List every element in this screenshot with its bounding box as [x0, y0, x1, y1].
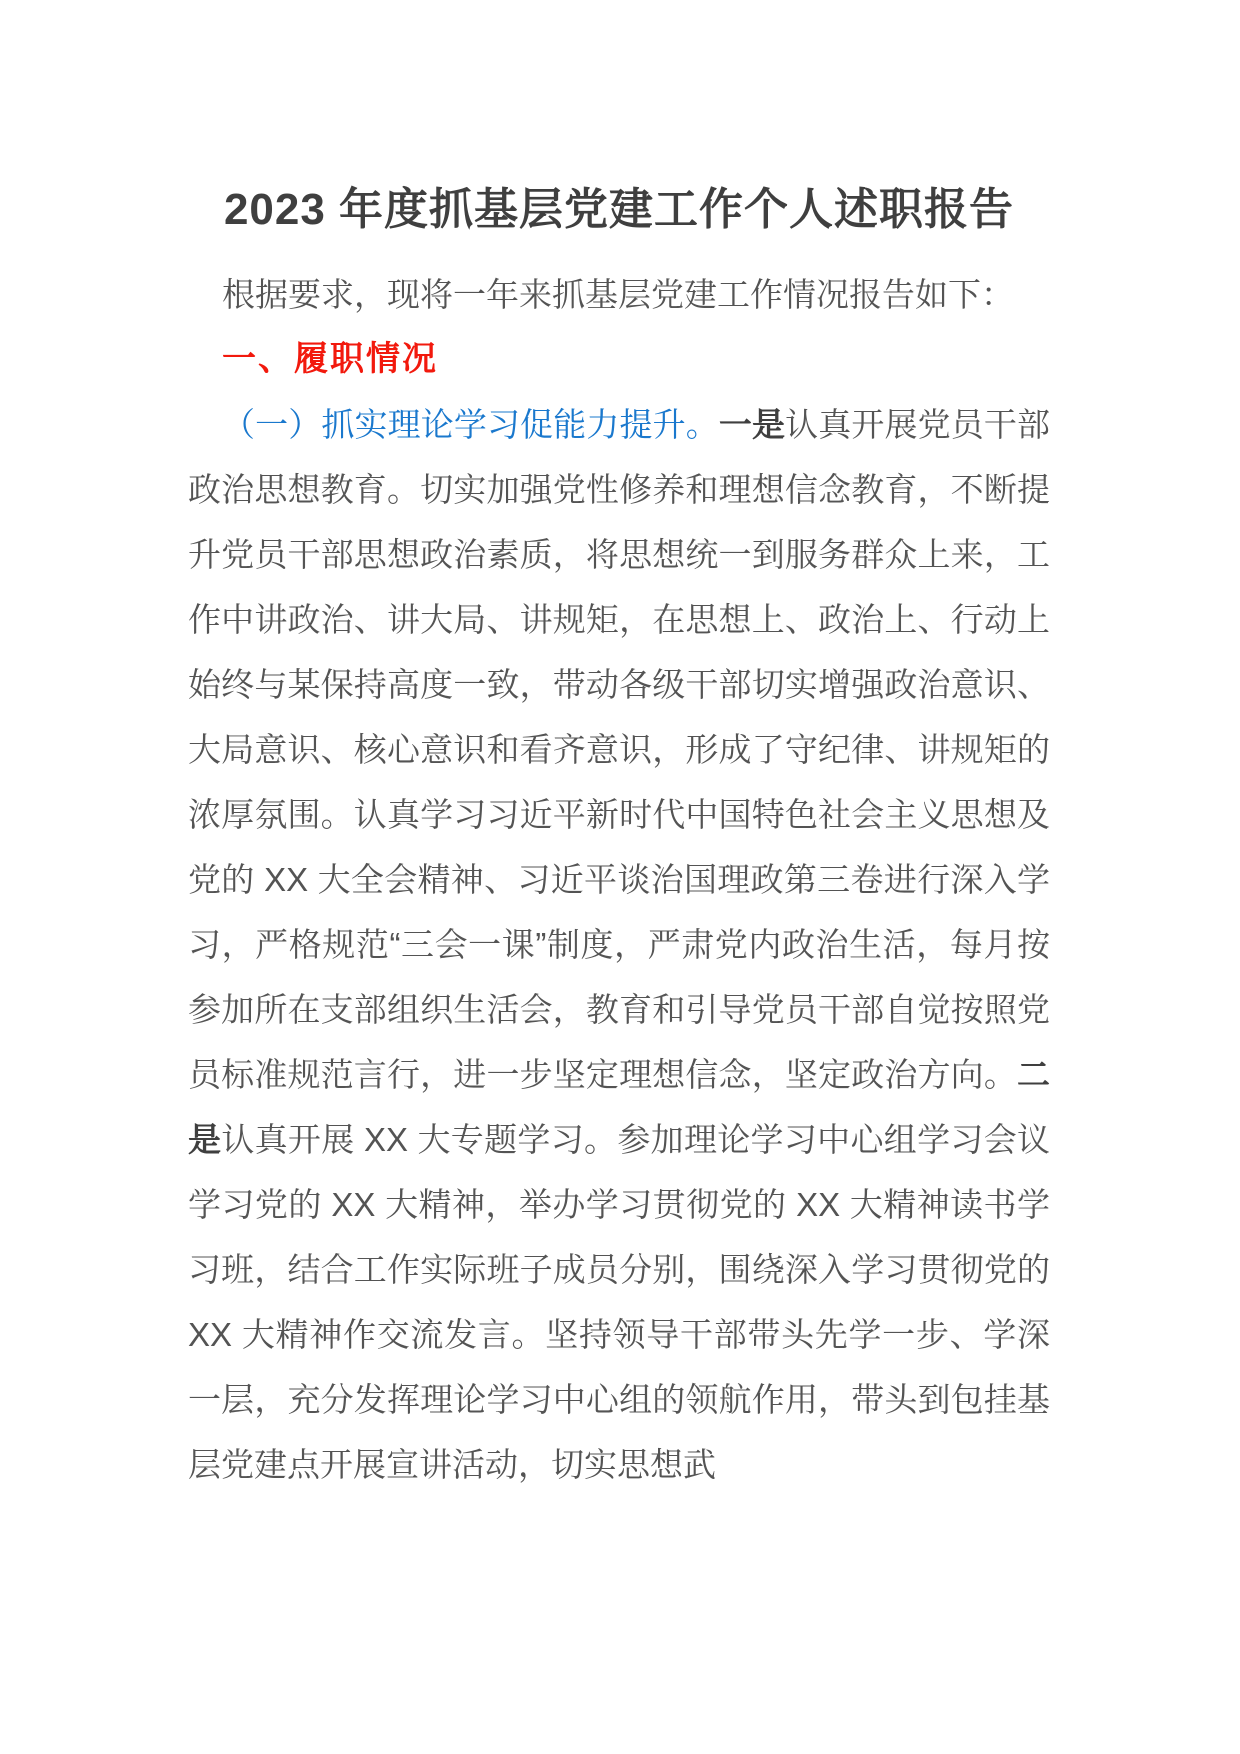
- paragraph-text-run-2: 认真开展 XX 大专题学习。参加理论学习中心组学习会议学习党的 XX 大精神，举办学习贯彻党的 XX 大精神读书学习班，结合工作实际班子成员分别，围绕深入学习贯彻党的 XX 大精神作交流发言。坚持领导干部带头先学一步、学深一层，充分发挥理论学习中心组的领航作用，带头到包挂基层党建点开展宣讲活动，切实思想武: [188, 1121, 1051, 1483]
- subsection-lead-sentence: （一）抓实理论学习促能力提升。: [222, 406, 719, 443]
- document-title: 2023 年度抓基层党建工作个人述职报告: [223, 185, 1015, 234]
- section-1-paragraph: [188, 392, 1050, 1497]
- intro-paragraph: 根据要求，现将一年来抓基层党建工作情况报告如下：: [222, 276, 1014, 313]
- bold-marker-second: 二是: [188, 1056, 1050, 1158]
- paragraph-text-run-1: 认真开展党员干部政治思想教育。切实加强党性修养和理想信念教育，不断提升党员干部思想政治素质，将思想统一到服务群众上来，工作中讲政治、讲大局、讲规矩，在思想上、政治上、行动上始终与某保持高度一致，带动各级干部切实增强政治意识、大局意识、核心意识和看齐意识，形成了守纪律、讲规矩的浓厚氛围。认真学习习近平新时代中国特色社会主义思想及党的 XX 大全会精神、习近平谈治国理政第三卷进行深入学习，严格规范“三会一课”制度，严肃党内政治生活，每月按参加所在支部组织生活会，教育和引导党员干部自觉按照党员标准规范言行，进一步坚定理想信念，坚定政治方向。: [188, 406, 1050, 1093]
- bold-marker-first: 一是: [718, 406, 786, 443]
- section-heading-1: 一、履职情况: [222, 340, 438, 378]
